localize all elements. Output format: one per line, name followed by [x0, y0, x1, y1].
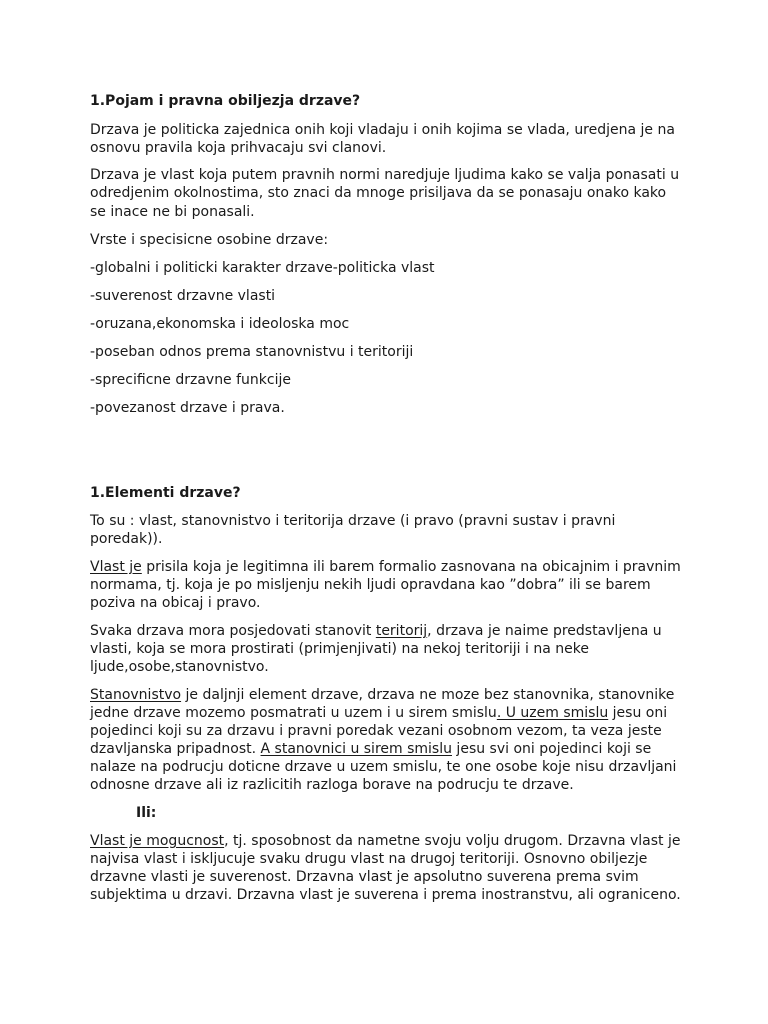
paragraph-line: odnosne drzave ali iz razlicitih razloga borave na podrucju te drzave.	[90, 777, 574, 793]
list-intro: Vrste i specisicne osobine drzave:	[90, 232, 329, 248]
list-item: -globalni i politicki karakter drzave-politicka vlast	[90, 260, 435, 276]
paragraph-line: najvisa vlast i iskljucuje svaku drugu vlast na drugoj teritoriji. Osnovno obiljezje	[90, 851, 648, 867]
paragraph-line: poziva na obicaj i pravo.	[90, 595, 261, 611]
section-2-heading: 1.Elementi drzave?	[90, 485, 241, 501]
paragraph-line: drzavne vlasti je suverenost. Drzavna vlast je apsolutno suverena prema svim	[90, 869, 639, 885]
paragraph-line: subjektima u drzavi. Drzavna vlast je suverena i prema inostranstvu, ali ograniceno.	[90, 887, 681, 903]
list-item: -poseban odnos prema stanovnistvu i teritoriji	[90, 344, 414, 360]
underlined-term: . U uzem smislu	[496, 705, 609, 721]
paragraph-line: ljude,osobe,stanovnistvo.	[90, 659, 269, 675]
paragraph-line: Vlast je mogucnost, tj. sposobnost da nametne svoju volju drugom. Drzavna vlast je	[90, 833, 681, 849]
paragraph-line: pojedinci koji su za drzavu i pravni poredak vezani osobnom vezom, ta veza jeste	[90, 723, 662, 739]
paragraph-line: Svaka drzava mora posjedovati stanovit teritorij, drzava je naime predstavljena u	[90, 623, 662, 639]
underlined-term: Vlast je mogucnost	[90, 833, 225, 849]
paragraph-line: Drzava je politicka zajednica onih koji vladaju i onih kojima se vlada, uredjena je na	[90, 122, 675, 138]
underlined-term: Vlast je	[90, 559, 142, 575]
paragraph-line: Stanovnistvo je daljnji element drzave, drzava ne moze bez stanovnika, stanovnike	[90, 687, 675, 703]
paragraph-line: odredjenim okolnostima, sto znaci da mnoge prisiljava da se ponasaju onako kako	[90, 185, 667, 201]
ili-heading: Ili:	[136, 805, 157, 821]
list-item: -oruzana,ekonomska i ideoloska moc	[90, 316, 350, 332]
paragraph-line: normama, tj. koja je po misljenju nekih ljudi opravdana kao ”dobra” ili se barem	[90, 577, 651, 593]
paragraph-line: dzavljanska pripadnost. A stanovnici u sirem smislu jesu svi oni pojedinci koji se	[90, 741, 652, 757]
underlined-term: teritorij	[375, 623, 428, 639]
paragraph-line: osnovu pravila koja prihvacaju svi clanovi.	[90, 140, 387, 156]
list-item: -povezanost drzave i prava.	[90, 400, 285, 416]
list-item: -suverenost drzavne vlasti	[90, 288, 276, 304]
underlined-term: Stanovnistvo	[90, 687, 182, 703]
underlined-term: A stanovnici u sirem smislu	[260, 741, 452, 757]
paragraph-line: vlasti, koja se mora prostirati (primjenjivati) na nekoj teritoriji i na neke	[90, 641, 589, 657]
paragraph-line: Vlast je prisila koja je legitimna ili barem formalio zasnovana na obicajnim i pravnim	[90, 559, 681, 575]
paragraph-line: poredak)).	[90, 531, 163, 547]
paragraph-line: jedne drzave mozemo posmatrati u uzem i u sirem smislu. U uzem smislu jesu oni	[90, 705, 668, 721]
paragraph-line: To su : vlast, stanovnistvo i teritorija drzave (i pravo (pravni sustav i pravni	[90, 513, 616, 529]
section-1-heading: 1.Pojam i pravna obiljezja drzave?	[90, 93, 361, 109]
paragraph-line: nalaze na podrucju doticne drzave u uzem smislu, te one osobe koje nisu drzavljani	[90, 759, 677, 775]
list-item: -sprecificne drzavne funkcije	[90, 372, 291, 388]
paragraph-line: Drzava je vlast koja putem pravnih normi naredjuje ljudima kako se valja ponasati u	[90, 167, 680, 183]
paragraph-line: se inace ne bi ponasali.	[90, 204, 255, 220]
